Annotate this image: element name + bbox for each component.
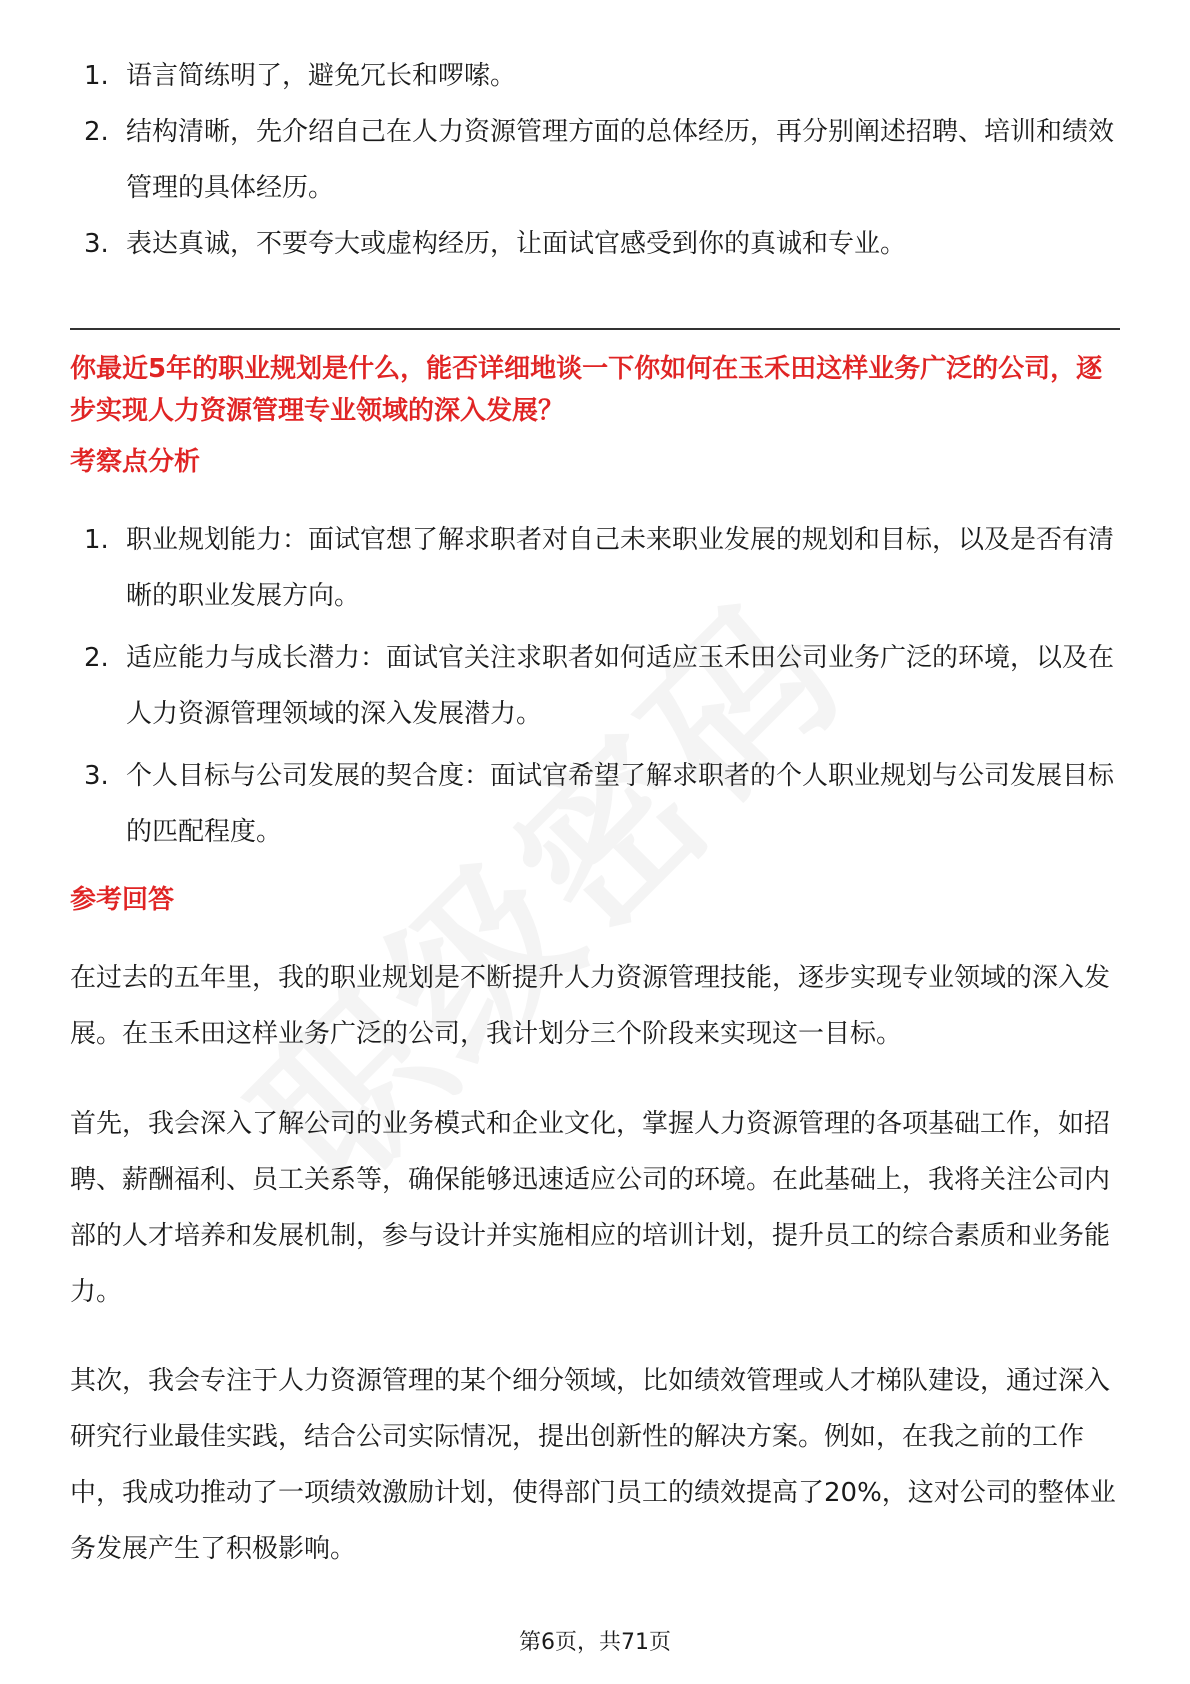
question-heading: 你最近5年的职业规划是什么，能否详细地谈一下你如何在玉禾田这样业务广泛的公司，逐步实现人力资源管理专业领域的深入发展？ <box>70 354 1103 426</box>
answer-heading: 参考回答 <box>70 885 175 915</box>
intro-list <box>84 48 1114 272</box>
list-item-number: 1. <box>84 525 109 555</box>
list-item-text: 表达真诚，不要夸大或虚构经历，让面试官感受到你的真诚和专业。 <box>126 229 907 259</box>
section-divider <box>70 328 1120 330</box>
list-item <box>84 630 1114 742</box>
list-item-text: 结构清晰，先介绍自己在人力资源管理方面的总体经历，再分别阐述招聘、培训和绩效管理的具体经历。 <box>126 117 1115 203</box>
list-item-number: 3. <box>84 761 109 791</box>
analysis-list <box>84 512 1114 866</box>
list-item-number: 1. <box>84 61 109 91</box>
list-item <box>84 104 1114 216</box>
list-item <box>84 512 1114 624</box>
answer-paragraph: 首先，我会深入了解公司的业务模式和企业文化，掌握人力资源管理的各项基础工作，如招聘、薪酬福利、员工关系等，确保能够迅速适应公司的环境。在此基础上，我将关注公司内部的人才培养和发展机制，参与设计并实施相应的培训计划，提升员工的综合素质和业务能力。 <box>70 1109 1111 1307</box>
list-item <box>84 216 1114 272</box>
list-item <box>84 48 1114 104</box>
list-item-text: 职业规划能力：面试官想了解求职者对自己未来职业发展的规划和目标，以及是否有清晰的职业发展方向。 <box>126 525 1115 611</box>
list-item <box>84 748 1114 860</box>
list-item-number: 2. <box>84 643 109 673</box>
page-number: 第6页，共71页 <box>519 1630 671 1655</box>
list-item-number: 3. <box>84 229 109 259</box>
list-item-number: 2. <box>84 117 109 147</box>
list-item-text: 个人目标与公司发展的契合度：面试官希望了解求职者的个人职业规划与公司发展目标的匹配程度。 <box>126 761 1115 847</box>
list-item-text: 适应能力与成长潜力：面试官关注求职者如何适应玉禾田公司业务广泛的环境，以及在人力资源管理领域的深入发展潜力。 <box>126 643 1115 729</box>
analysis-heading: 考察点分析 <box>70 447 201 477</box>
list-item-text: 语言简练明了，避免冗长和啰嗦。 <box>126 61 517 91</box>
answer-paragraph: 在过去的五年里，我的职业规划是不断提升人力资源管理技能，逐步实现专业领域的深入发展。在玉禾田这样业务广泛的公司，我计划分三个阶段来实现这一目标。 <box>70 963 1111 1049</box>
answer-paragraph: 其次，我会专注于人力资源管理的某个细分领域，比如绩效管理或人才梯队建设，通过深入研究行业最佳实践，结合公司实际情况，提出创新性的解决方案。例如，在我之前的工作中，我成功推动了一项绩效激励计划，使得部门员工的绩效提高了20%，这对公司的整体业务发展产生了积极影响。 <box>70 1366 1116 1564</box>
